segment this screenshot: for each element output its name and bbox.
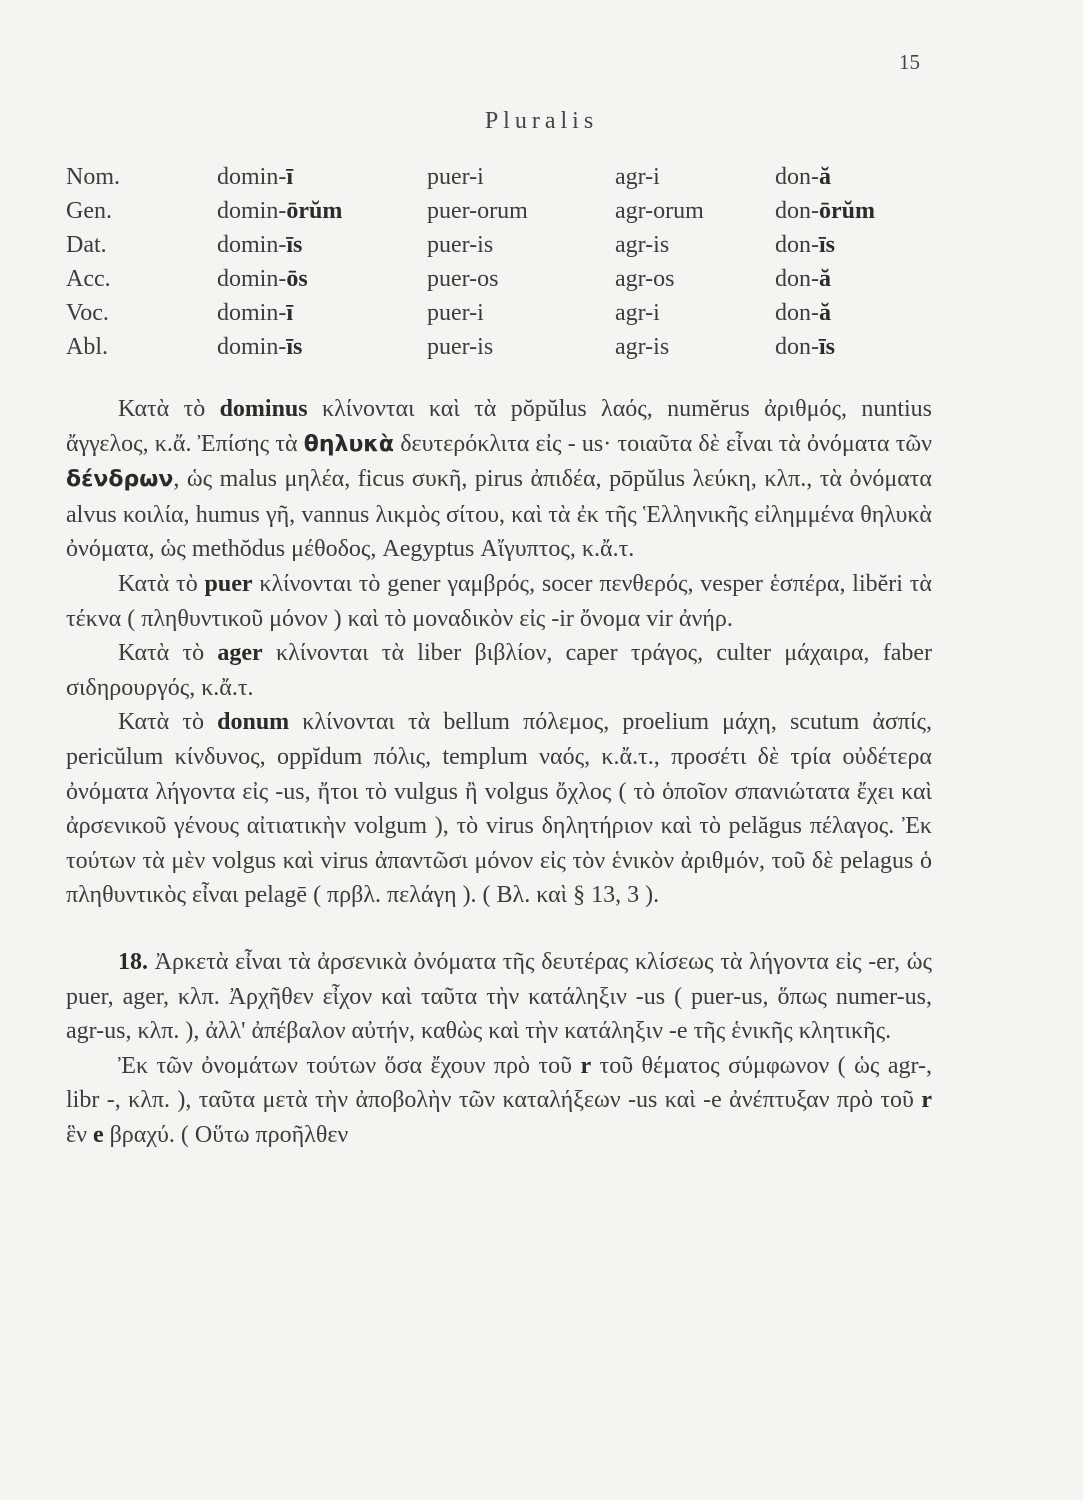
form-ending: ă: [819, 300, 831, 326]
declension-form: [217, 330, 427, 364]
declension-row: [66, 228, 935, 262]
form-stem: puer-is: [427, 334, 494, 360]
form-stem: agr-i: [615, 164, 660, 190]
form-ending: īs: [286, 334, 303, 360]
declension-form: [217, 194, 427, 228]
case-label: Acc.: [66, 266, 111, 292]
form-ending: ī: [286, 300, 293, 326]
declension-row: [66, 262, 935, 296]
form-ending: īs: [286, 232, 303, 258]
form-stem: don-: [775, 198, 819, 224]
declension-form: [615, 228, 775, 262]
declension-form: [217, 296, 427, 330]
form-stem: don-: [775, 300, 819, 326]
declension-form: [615, 296, 775, 330]
declension-form: [427, 160, 615, 194]
keyword-dominus: dominus: [219, 396, 308, 422]
case-label: Voc.: [66, 300, 109, 326]
declension-table: [66, 160, 935, 364]
page-number: 15: [899, 50, 920, 74]
form-ending: īs: [819, 232, 836, 258]
form-stem: don-: [775, 266, 819, 292]
paragraph-18: 18. Ἀρκετὰ εἶναι τὰ ἀρσενικὰ ὀνόματα τῆς δευτέρας κλίσεως τὰ λήγοντα εἰς -er, ὡς puer, ager, κλπ. Ἀρχῆθεν εἶχον καὶ ταῦτα τὴν κατάληξιν -us ( puer-us, ὅπως numer-us, agr-us, κλπ. ), ἀλλ' ἀπέβαλον αὐτήν, καθὼς καὶ τὴν κατάληξιν -e τῆς ἑνικῆς κλητικῆς.: [66, 948, 932, 1045]
form-stem: agr-orum: [615, 198, 704, 224]
form-stem: domin-: [217, 300, 287, 326]
form-stem: don-: [775, 334, 819, 360]
declension-form: [427, 296, 615, 330]
declension-form: [427, 262, 615, 296]
declension-row: [66, 194, 935, 228]
form-ending: ōs: [286, 266, 308, 292]
form-ending: īs: [819, 334, 836, 360]
declension-form: [615, 330, 775, 364]
form-stem: agr-is: [615, 334, 670, 360]
case-label: Abl.: [66, 334, 108, 360]
declension-form: [775, 262, 935, 296]
declension-form: [427, 228, 615, 262]
declension-form: [217, 262, 427, 296]
form-stem: puer-i: [427, 164, 484, 190]
form-stem: domin-: [217, 266, 287, 292]
keyword-puer: puer: [204, 570, 253, 597]
paragraph-ager: Κατὰ τὸ ager κλίνονται τὰ liber βιβλίον, caper τράγος, culter μάχαιρα, faber σιδηρουργός, κ.ἄ.τ.: [66, 640, 932, 701]
form-stem: domin-: [217, 164, 287, 190]
form-stem: agr-is: [615, 232, 670, 258]
section-title: Pluralis: [484, 108, 599, 134]
declension-form: [217, 160, 427, 194]
section-number-18: 18.: [118, 948, 148, 975]
form-stem: domin-: [217, 232, 287, 258]
form-stem: puer-i: [427, 300, 484, 326]
form-stem: don-: [775, 232, 819, 258]
declension-form: [217, 228, 427, 262]
form-ending: ă: [819, 164, 831, 190]
form-stem: don-: [775, 164, 819, 190]
form-ending: ōrŭm: [819, 198, 875, 224]
keyword-donum: donum: [217, 709, 290, 736]
declension-form: [775, 194, 935, 228]
declension-form: [427, 194, 615, 228]
paragraph-dominus: Κατὰ τὸ dominus κλίνονται καὶ τὰ pŏpŭlus λαός, numĕrus ἀριθμός, nuntius ἄγγελος, κ.ἄ. Ἐπίσης τὰ θηλυκὰ δευτερόκλιτα εἰς - us· τοιαῦτα δὲ εἶναι τὰ ὀνόματα τῶν δένδρων, ὡς malus μηλέα, ficus συκῆ, pirus ἀπιδέα, pōpŭlus λεύκη, κλπ., τὰ ὀνόματα alvus κοιλία, humus γῆ, vannus λικμὸς σίτου, καὶ τὰ ἐκ τῆς Ἑλληνικῆς εἰλημμένα θηλυκὰ ὀνόματα, ὡς methŏdus μέθοδος, Aegyptus Αἴγυπτος, κ.ἄ.τ.: [66, 396, 932, 563]
declension-form: [615, 160, 775, 194]
declension-form: [427, 330, 615, 364]
declension-form: [615, 262, 775, 296]
form-ending: ă: [819, 266, 831, 292]
declension-form: [775, 228, 935, 262]
form-stem: agr-i: [615, 300, 660, 326]
form-stem: puer-is: [427, 232, 494, 258]
paragraph-puer: Κατὰ τὸ puer κλίνονται τὸ gener γαμβρός, socer πενθερός, vesper ἑσπέρα, libĕri τὰ τέκνα ( πληθυντικοῦ μόνον ) καὶ τὸ μοναδικὸν εἰς -ir ὄνομα vir ἀνήρ.: [66, 570, 932, 632]
declension-row: [66, 330, 935, 364]
letter-r: r: [580, 1052, 592, 1079]
declension-row: [66, 296, 935, 330]
keyword-feminine: θηλυκὰ: [303, 431, 395, 457]
form-ending: ī: [286, 164, 293, 190]
paragraph-donum: Κατὰ τὸ donum κλίνονται τὰ bellum πόλεμος, proelium μάχη, scutum ἀσπίς, pericŭlum κίνδυνος, oppĭdum πόλις, templum ναός, κ.ἄ.τ., προσέτι δὲ τρία οὐδέτερα ὀνόματα λήγοντα εἰς -us, ἤτοι τὸ vulgus ἢ volgus ὄχλος ( τὸ ὁποῖον σπανιώτατα ἔχει καὶ ἀρσενικοῦ γένους αἰτιατικὴν volgum ), τὸ virus δηλητήριον καὶ τὸ pelăgus πέλαγος. Ἐκ τούτων τὰ μὲν volgus καὶ virus ἀπαντῶσι μόνον εἰς τὸν ἑνικὸν ἀριθμόν, τοῦ δὲ pelagus ὁ πληθυντικὸς εἶναι pelagē ( πρβλ. πελάγη ). ( Βλ. καὶ § 13, 3 ).: [66, 709, 932, 909]
form-ending: ōrŭm: [286, 198, 343, 224]
form-stem: domin-: [217, 334, 287, 360]
keyword-trees: δένδρων: [66, 467, 174, 493]
keyword-ager: ager: [217, 640, 263, 667]
paragraph-consonant-r: Ἐκ τῶν ὀνομάτων τούτων ὅσα ἔχουν πρὸ τοῦ r τοῦ θέματος σύμφωνον ( ὡς agr-, libr -, κλπ. ), ταῦτα μετὰ τὴν ἀποβολὴν τῶν καταλήξεων -us καὶ -e ἀνέπτυξαν πρὸ τοῦ r ἓν e βραχύ. ( Οὕτω προῆλθεν: [66, 1052, 932, 1148]
body-text: [66, 392, 932, 1152]
declension-form: [775, 330, 935, 364]
case-label: Gen.: [66, 198, 112, 224]
form-stem: puer-orum: [427, 198, 528, 224]
declension-form: [615, 194, 775, 228]
case-label: Dat.: [66, 232, 107, 258]
case-label: Nom.: [66, 164, 120, 190]
form-stem: puer-os: [427, 266, 499, 292]
letter-r-second: r: [921, 1087, 932, 1114]
letter-e: e: [92, 1121, 104, 1148]
declension-form: [775, 296, 935, 330]
form-stem: domin-: [217, 198, 287, 224]
declension-row: [66, 160, 935, 194]
form-stem: agr-os: [615, 266, 675, 292]
declension-form: [775, 160, 935, 194]
